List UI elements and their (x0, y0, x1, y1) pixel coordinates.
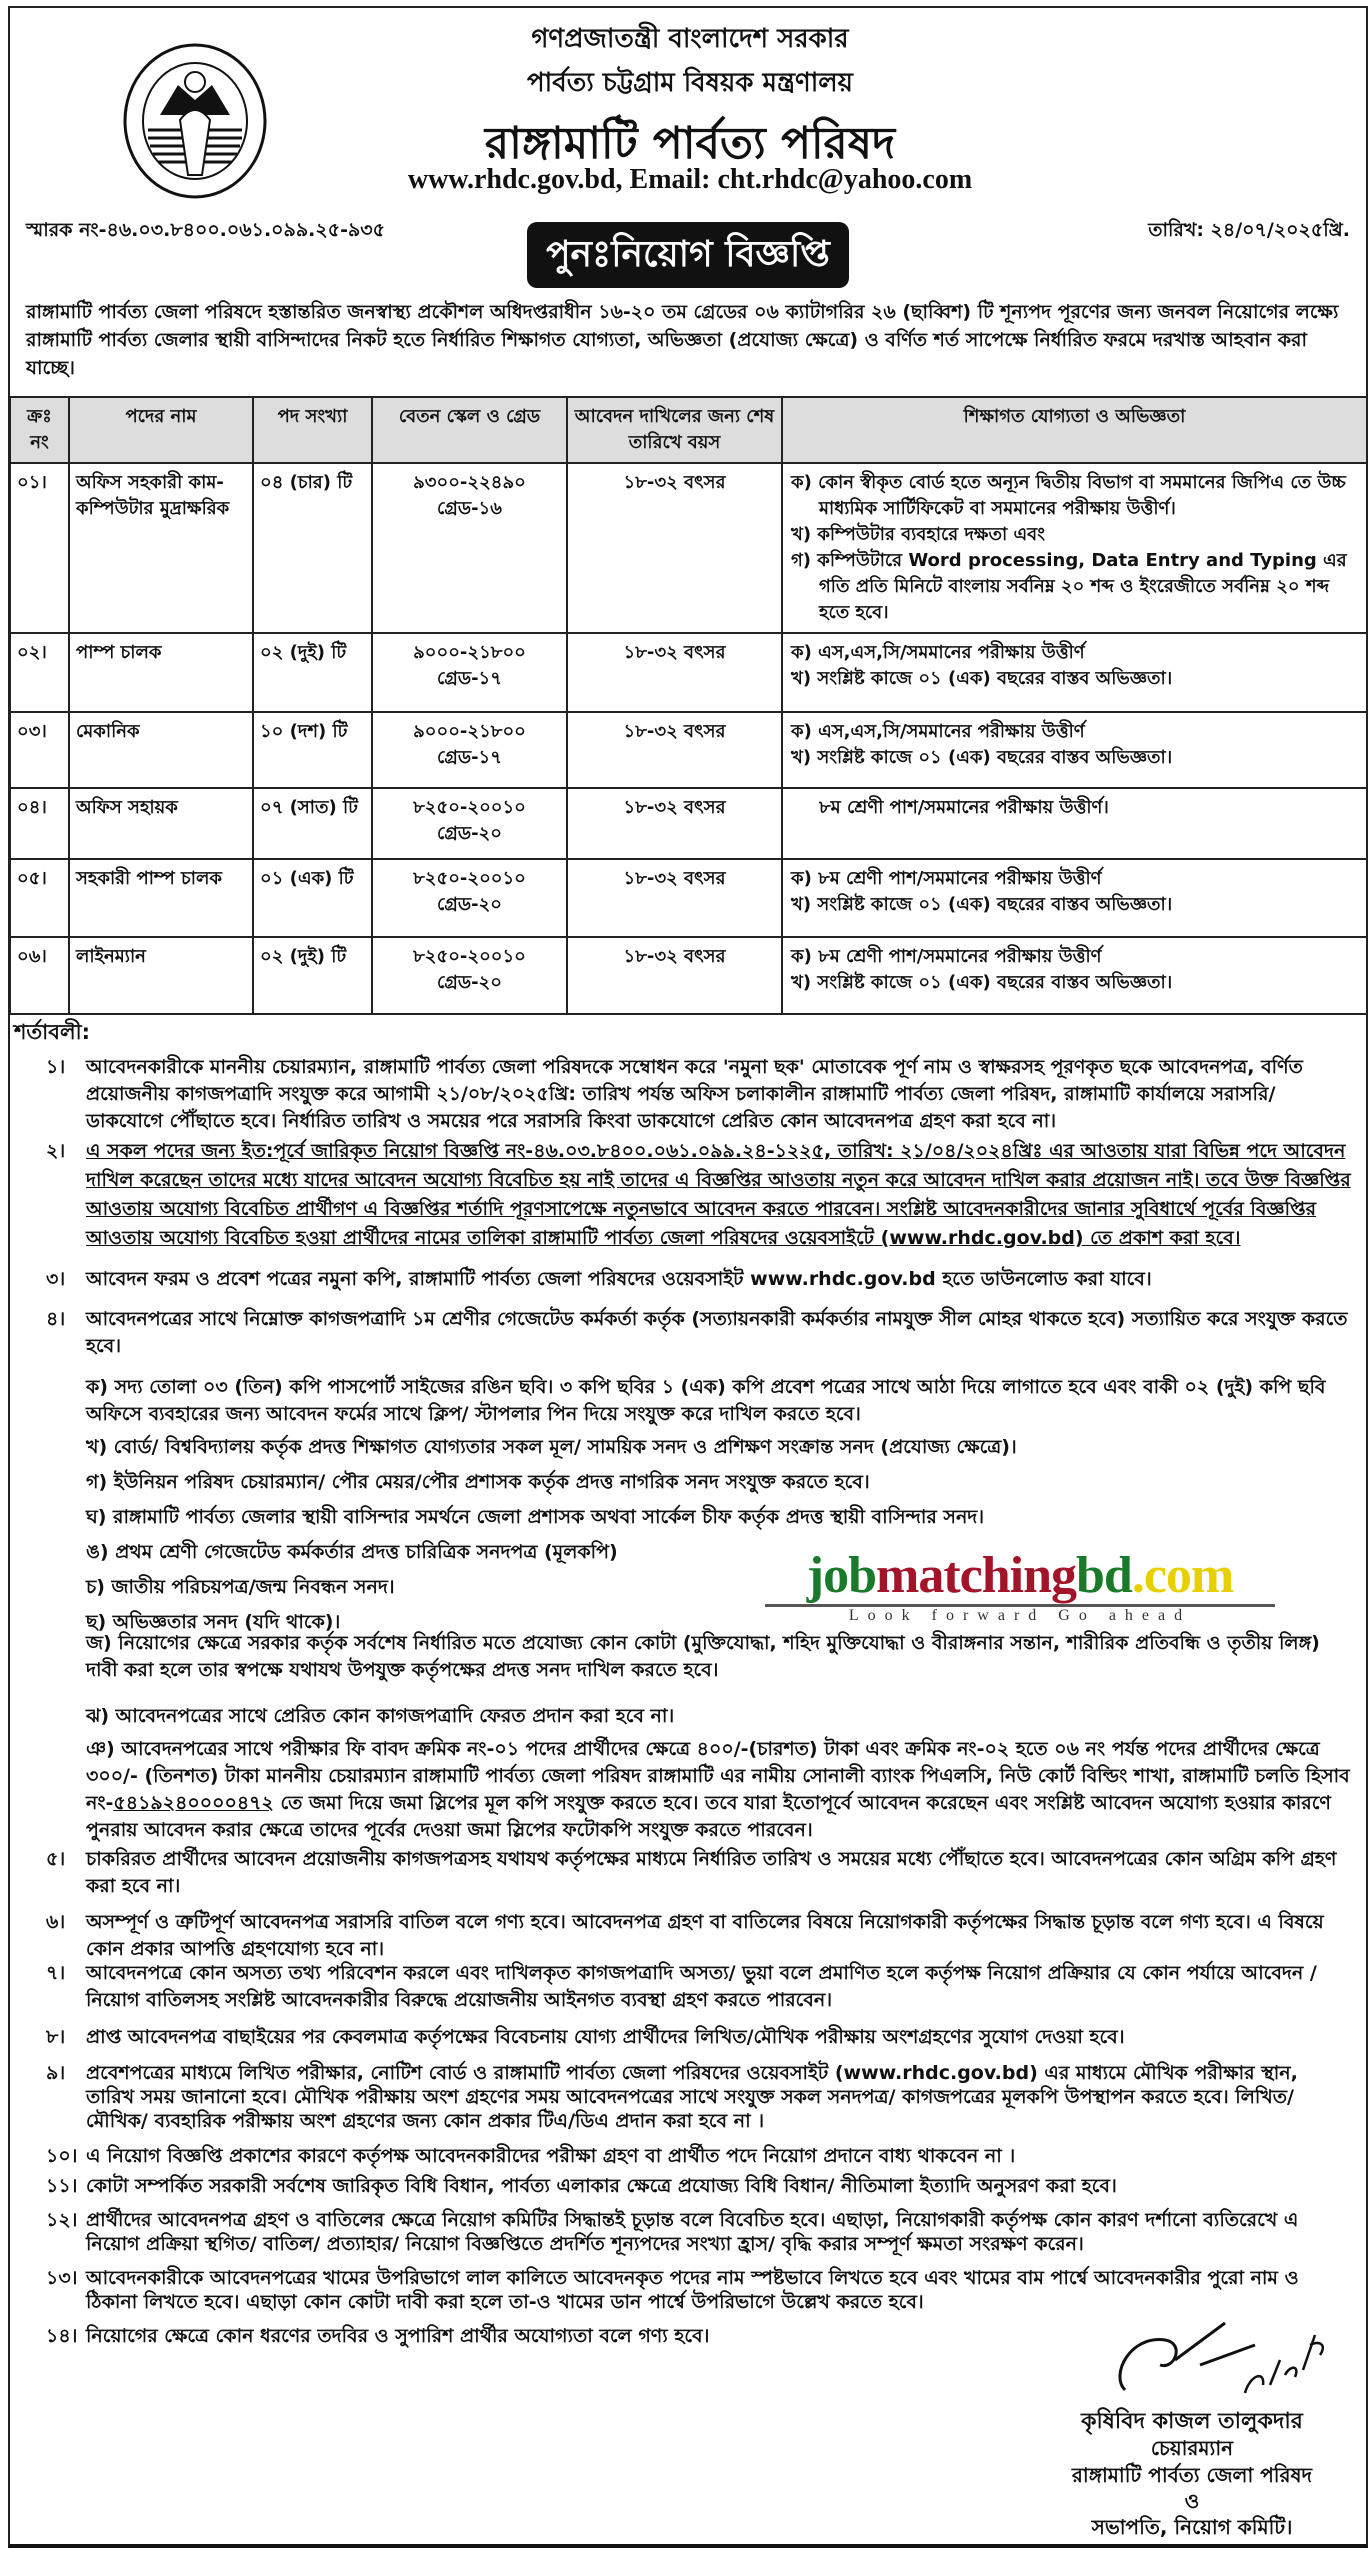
item-number: ৭। (46, 1962, 66, 1984)
wm-part: matching (876, 1547, 1076, 1604)
condition-item (26, 1960, 1351, 2014)
scale: ৮২৫০-২০০১০ (413, 868, 526, 889)
post-name: লাইনম্যান (69, 937, 253, 1014)
age-limit: ১৮-৩২ বৎসর (567, 463, 782, 633)
pay-scale (372, 712, 567, 788)
item-text: এ সকল পদের জন্য ইত:পূর্বে জারিকৃত নিয়োগ বিজ্ঞপ্তি নং-৪৬.০৩.৮৪০০.০৬১.০৯৯.২৪-১২২৫, তারিখ: ২১/০৪/২০২৪খ্রিঃ এর আওতায় যারা বিভিন্ন পদে আবেদন দাখিল করেছেন তাদের মধ্যে যাদের আবেদন অযোগ্য বিবেচিত হয় নাই তাদের এ বিজ্ঞপ্তির আওতায় নতুন করে আবেদন দাখিল করার প্রয়োজন নাই। তবে উক্ত বিজ্ঞপ্তির আওতায় অযোগ্য বিবেচিত প্রার্থীগণ এ বিজ্ঞপ্তির শর্তাদি পূরণসাপেক্ষে নতুনভাবে আবেদন করতে পারবেন। সংশ্লিষ্ট আবেদনকারীদের জানার সুবিধার্থে পূর্বের বিজ্ঞপ্তির আওতায় অযোগ্য বিবেচিত হওয়া প্রার্থীদের নামের তালিকা রাঙ্গামাটি পার্বত্য জেলা পরিষদের ওয়েবসাইটে (www.rhdc.gov.bd) তে প্রকাশ করা হবে। (86, 1140, 1351, 1249)
post-name: মেকানিক (69, 712, 253, 788)
vacancy-table (9, 396, 1368, 1015)
item-number: ৮। (46, 2026, 66, 2048)
item-number: ৩। (46, 1268, 66, 1290)
table-row (10, 937, 1367, 1014)
col-count: পদ সংখ্যা (253, 397, 372, 463)
document-item: খ) বোর্ড/ বিশ্ববিদ্যালয় কর্তৃক প্রদত্ত শিক্ষাগত যোগ্যতার সকল মূল/ সাময়িক সনদ ও প্রশিক্ষণ সংক্রান্ত সনদ (প্রযোজ্য ক্ষেত্রে)। (86, 1436, 1017, 1458)
scale: ৯০০০-২১৮০০ (413, 642, 526, 663)
fee-text: ঞ) আবেদনপত্রের সাথে পরীক্ষার ফি বাবদ ক্রমিক নং-০১ পদের প্রার্থীদের ক্ষেত্রে ৪০০/-(চারশত) টাকা এবং ক্রমিক নং-০২ হতে ০৬ নং পর্যন্ত পদের প্রার্থীদের ক্ষেত্রে ৩০০/- (তিনশত) টাকা মাননীয় চেয়ারম্যান রাঙ্গামাটি পার্বত্য জেলা পরিষদ রাঙ্গামাটি এর নামীয় সোনালী ব্যাংক পিএলসি, নিউ কোর্ট বিল্ডিং শাখা, রাঙ্গামাটি চলতি হিসাব নং- (86, 1738, 1350, 1814)
fee-item (86, 1736, 1351, 1844)
document-item: ছ) অভিজ্ঞতার সনদ (যদি থাকে)। (86, 1611, 341, 1633)
condition-item (26, 2208, 1351, 2256)
watermark-logo (765, 1548, 1275, 1607)
post-count: ১০ (দশ) টি (253, 712, 372, 788)
condition-item (26, 2173, 1351, 2200)
item-text: অসম্পূর্ণ ও ত্রুটিপূর্ণ আবেদনপত্র সরাসরি বাতিল বলে গণ্য হবে। আবেদনপত্র গ্রহণ বা বাতিলের বিষয়ে নিয়োগকারী কর্তৃপক্ষের সিদ্ধান্ত চূড়ান্ত বলে গণ্য হবে। এ বিষয়ে কোন প্রকার আপত্তি গ্রহণযোগ্য হবে না। (86, 1911, 1324, 1960)
qual-line: খ) সংশ্লিষ্ট কাজে ০১ (এক) বছরের বাস্তব অভিজ্ঞতা। (791, 668, 1173, 689)
intro-paragraph: রাঙ্গামাটি পার্বত্য জেলা পরিষদে হস্তান্তরিত জনস্বাস্থ্য প্রকৌশল অধিদপ্তরাধীন ১৬-২০ তম গ্রেডের ০৬ ক্যাটাগরির ২৬ (ছাব্বিশ) টি শূন্যপদ পূরণের জন্য জনবল নিয়োগের লক্ষ্যে রাঙ্গামাটি পার্বত্য জেলার স্থায়ী বাসিন্দাদের নিকট হতে নির্ধারিত শিক্ষাগত যোগ্যতা, অভিজ্ঞতা (প্রযোজ্য ক্ষেত্রে) ও বর্ণিত শর্ত সাপেক্ষে নির্ধারিত ফরমে দরখাস্ত আহবান করা যাচ্ছে। (26, 301, 1339, 379)
pay-scale (372, 463, 567, 633)
wm-part: .com (1131, 1547, 1234, 1604)
qual-line: খ) সংশ্লিষ্ট কাজে ০১ (এক) বছরের বাস্তব অভিজ্ঞতা। (791, 972, 1173, 993)
wm-part: bd (1076, 1547, 1132, 1604)
item-number: ২। (46, 1140, 66, 1162)
post-count: ০২ (দুই) টি (253, 633, 372, 712)
grade: গ্রেড-১৬ (437, 498, 502, 519)
item-text: প্রাপ্ত আবেদনপত্র বাছাইয়ের পর কেবলমাত্র কর্তৃপক্ষের বিবেচনায় যোগ্য প্রার্থীদের লিখিত/মৌখিক পরীক্ষায় অংশগ্রহণের সুযোগ দেওয়া হবে। (86, 2026, 1125, 2048)
condition-item (26, 2143, 1351, 2170)
qual-line: ক) কোন স্বীকৃত বোর্ড হতে অন্যূন দ্বিতীয় বিভাগ বা সমমানের জিপিএ তে উচ্চ মাধ্যমিক সার্টিফিকেট বা সমমানের পরীক্ষায় উত্তীর্ণ। (791, 472, 1346, 519)
serial: ০২। (10, 633, 69, 712)
signatory-title: চেয়ারম্যান (1150, 2436, 1234, 2460)
post-name: অফিস সহকারী কাম-কম্পিউটার মুদ্রাক্ষরিক (69, 463, 253, 633)
serial: ০৩। (10, 712, 69, 788)
pay-scale (372, 937, 567, 1014)
condition-item (26, 2266, 1351, 2314)
post-count: ০২ (দুই) টি (253, 937, 372, 1014)
serial: ০৫। (10, 859, 69, 937)
pay-scale (372, 859, 567, 937)
scale: ৯৩০০-২২৪৯০ (413, 472, 526, 493)
council-logo (120, 40, 270, 202)
post-name: পাম্প চালক (69, 633, 253, 712)
item-text: নিয়োগের ক্ষেত্রে কোন ধরণের তদবির ও সুপারিশ প্রার্থীর অযোগ্যতা বলে গণ্য হবে। (86, 2325, 710, 2347)
pay-scale (372, 788, 567, 859)
qualification (782, 633, 1367, 712)
qual-line: খ) কম্পিউটার ব্যবহারে দক্ষতা এবং (791, 524, 1045, 545)
scale: ৮২৫০-২০০১০ (413, 797, 526, 818)
item-text: এ নিয়োগ বিজ্ঞপ্তি প্রকাশের কারণে কর্তৃপক্ষ আবেদনকারীদের পরীক্ষা গ্রহণ বা প্রার্থীত পদে নিয়োগ প্রদানে বাধ্য থাকবেন না । (86, 2145, 1016, 2167)
table-row (10, 712, 1367, 788)
item-text: চাকরিরত প্রার্থীদের আবেদন প্রয়োজনীয় কাগজপত্রসহ যথাযথ কর্তৃপক্ষের মাধ্যমে নির্ধারিত তারিখ ও সময়ের মধ্যে পৌঁছাতে হবে। আবেদনপত্রের কোন অগ্রিম কপি গ্রহণ করা হবে না। (86, 1848, 1337, 1897)
qual-line: ক) ৮ম শ্রেণী পাশ/সমমানের পরীক্ষায় উত্তীর্ণ (791, 868, 1102, 889)
qualification (782, 937, 1367, 1014)
wm-part: job (806, 1547, 876, 1604)
serial: ০১। (10, 463, 69, 633)
grade: গ্রেড-২০ (437, 823, 502, 844)
item-text: আবেদনপত্রে কোন অসত্য তথ্য পরিবেশন করলে এবং দাখিলকৃত কাগজপত্রাদি অসত্য/ ভুয়া বলে প্রমাণিত হলে কর্তৃপক্ষ নিয়োগ প্রক্রিয়ার যে কোন পর্যায়ে আবেদন / নিয়োগ বাতিলসহ সংশ্লিষ্ট আবেদনকারীর বিরুদ্ধে প্রয়োজনীয় আইনগত ব্যবস্থা গ্রহণ করতে পারবেন। (86, 1962, 1317, 2011)
age-limit: ১৮-৩২ বৎসর (567, 712, 782, 788)
post-name: অফিস সহায়ক (69, 788, 253, 859)
signatory-name: কৃষিবিদ কাজল তালুকদার (1081, 2409, 1303, 2434)
item-text: আবেদনকারীকে মাননীয় চেয়ারম্যান, রাঙ্গামাটি পার্বত্য জেলা পরিষদকে সম্বোধন করে 'নমুনা ছক' মোতাবেক পূর্ণ নাম ও স্বাক্ষরসহ পূরণকৃত ছকে আবেদনপত্র, বর্ণিত প্রয়োজনীয় কাগজপত্রাদি সংযুক্ত করে আগামী ২১/০৮/২০২৫খ্রি: তারিখ পর্যন্ত অফিস চলাকালীন রাঙ্গামাটি পার্বত্য জেলা পরিষদ, রাঙ্গামাটি কার্যালয়ে সরাসরি/ ডাকযোগে পৌঁছাতে হবে। নির্ধারিত তারিখ ও সময়ের পরে সরাসরি কিংবা ডাকযোগে প্রেরিত কোন আবেদনপত্র গ্রহণ করা হবে না। (86, 1056, 1303, 1132)
account-number: ৫৪১৯২৪০০০০৪৭২ (113, 1792, 274, 1814)
signatory-and: ও (1184, 2489, 1200, 2513)
qualification (782, 788, 1367, 859)
document-item: ঘ) রাঙ্গামাটি পার্বত্য জেলার স্থায়ী বাসিন্দার সমর্থনে জেলা প্রশাসক অথবা সার্কেল চীফ কর্তৃক প্রদত্ত স্থায়ী বাসিন্দার সনদ। (86, 1506, 985, 1528)
condition-item (26, 1054, 1351, 1135)
item-text: কোটা সম্পর্কিত সরকারী সর্বশেষ জারিকৃত বিধি বিধান, পার্বত্য এলাকার ক্ষেত্রে প্রযোজ্য বিধি বিধান/ নীতিমালা ইত্যাদি অনুসরণ করা হবে। (86, 2175, 1117, 2197)
item-number: ৬। (46, 1911, 66, 1933)
col-serial: ক্রঃ নং (10, 397, 69, 463)
table-row (10, 788, 1367, 859)
document-item: ঙ) প্রথম শ্রেণী গেজেটেড কর্মকর্তার প্রদত্ত চারিত্রিক সনদপত্র (মূলকপি) (86, 1541, 618, 1563)
website-email: www.rhdc.gov.bd, Email: cht.rhdc@yahoo.com (407, 164, 973, 195)
condition-item (26, 2061, 1351, 2133)
memo-number: স্মারক নং-৪৬.০৩.৮৪০০.০৬১.০৯৯.২৫-৯৩৫ (26, 219, 385, 241)
condition-item (26, 2323, 1026, 2350)
qual-line: ৮ম শ্রেণী পাশ/সমমানের পরীক্ষায় উত্তীর্ণ। (819, 797, 1109, 818)
qualification (782, 859, 1367, 937)
item-text: আবেদনকারীকে আবেদনপত্রের খামের উপরিভাগে লাল কালিতে আবেদনকৃত পদের নাম স্পষ্টভাবে লিখতে হবে এবং খামের বাম পার্শ্বে আবেদনকারীর পুরো নাম ও ঠিকানা লিখতে হবে। এছাড়া কোন কোটা দাবী করা হলে তা-ও খামের ডান পার্শ্বে উপরিভাগে উল্লেখ করতে হবে। (86, 2267, 1299, 2313)
item-number: ১৩। (46, 2267, 78, 2289)
serial: ০৪। (10, 788, 69, 859)
item-number: ৯। (46, 2062, 66, 2084)
item-number: ১। (46, 1056, 66, 1078)
scale: ৮২৫০-২০০১০ (413, 946, 526, 967)
document-item: চ) জাতীয় পরিচয়পত্র/জন্ম নিবন্ধন সনদ। (86, 1576, 395, 1598)
condition-item (26, 1306, 1351, 1360)
watermark-tagline: Look forward Go ahead (848, 1607, 1192, 1624)
table-row (10, 463, 1367, 633)
qual-line: ক) ৮ম শ্রেণী পাশ/সমমানের পরীক্ষায় উত্তীর্ণ (791, 946, 1102, 967)
qual-line: গ) কম্পিউটারে Word processing, Data Entry and Typing এর গতি প্রতি মিনিটে বাংলায় সর্বনিম্ন ২০ শব্দ ও ইংরেজীতে সর্বনিম্ন ২০ শব্দ হতে হবে। (791, 550, 1347, 623)
item-text: আবেদন ফরম ও প্রবেশ পত্রের নমুনা কপি, রাঙ্গামাটি পার্বত্য জেলা পরিষদের ওয়েবসাইট www.rhdc.gov.bd হতে ডাউনলোড করা যাবে। (86, 1268, 1152, 1290)
post-name: সহকারী পাম্প চালক (69, 859, 253, 937)
post-count: ০৪ (চার) টি (253, 463, 372, 633)
condition-item (26, 1909, 1351, 1963)
document-item: জ) নিয়োগের ক্ষেত্রে সরকার কর্তৃক সর্বশেষ নির্ধারিত মতে প্রযোজ্য কোন কোটা (মুক্তিযোদ্ধা, শহিদ মুক্তিযোদ্ধা ও বীরাঙ্গনার সন্তান, শারীরিক প্রতিবন্ধি ও তৃতীয় লিঙ্গ) দাবী করা হলে তার স্বপক্ষে যথাযথ উপযুক্ত কর্তৃপক্ষের প্রদত্ত সনদ দাখিল করতে হবে। (86, 1632, 1320, 1681)
age-limit: ১৮-৩২ বৎসর (567, 937, 782, 1014)
condition-item (26, 1137, 1351, 1253)
qualification (782, 712, 1367, 788)
signatory-role: সভাপতি, নিয়োগ কমিটি। (1091, 2515, 1293, 2539)
item-number: ১৪। (46, 2325, 78, 2347)
item-number: ৫। (46, 1848, 66, 1870)
document-item: ক) সদ্য তোলা ০৩ (তিন) কপি পাসপোর্ট সাইজের রঙিন ছবি। ৩ কপি ছবির ১ (এক) কপি প্রবেশ পত্রের সাথে আঠা দিয়ে লাগাতে হবে এবং বাকী ০২ (দুই) কপি ছবি অফিসে ব্যবহারের জন্য আবেদন ফর্মের সাথে ক্লিপ/ স্টাপলার পিন দিয়ে সংযুক্ত করে দাখিল করতে হবে। (86, 1376, 1326, 1425)
age-limit: ১৮-৩২ বৎসর (567, 859, 782, 937)
table-header-row (10, 397, 1367, 463)
condition-item (26, 2024, 1351, 2051)
item-number: ১১। (46, 2175, 78, 2197)
notice-title: পুনঃনিয়োগ বিজ্ঞপ্তি (527, 222, 849, 288)
col-post: পদের নাম (69, 397, 253, 463)
document-item: ঝ) আবেদনপত্রের সাথে প্রেরিত কোন কাগজপত্রাদি ফেরত প্রদান করা হবে না। (86, 1705, 675, 1727)
table-row (10, 859, 1367, 937)
scale: ৯০০০-২১৮০০ (413, 721, 526, 742)
notice-date: তারিখ: ২৪/০৭/২০২৫খ্রি. (1148, 219, 1350, 241)
item-text: প্রার্থীদের আবেদনপত্র গ্রহণ ও বাতিলের ক্ষেত্রে নিয়োগ কমিটির সিদ্ধান্তই চূড়ান্ত বলে বিবেচিত হবে। এছাড়া, নিয়োগকারী কর্তৃপক্ষ কোন কারণ দর্শানো ব্যতিরেখে এ নিয়োগ প্রক্রিয়া স্থগিত/ বাতিল/ প্রত্যাহার/ নিয়োগ বিজ্ঞপ্তিতে প্রদর্শিত শূন্যপদের সংখ্যা হ্রাস/ বৃদ্ধি করার সম্পূর্ণ ক্ষমতা সংরক্ষণ করেন। (86, 2209, 1299, 2255)
post-count: ০৭ (সাত) টি (253, 788, 372, 859)
handwritten-signature (1105, 2315, 1335, 2400)
col-age: আবেদন দাখিলের জন্য শেষ তারিখে বয়স (567, 397, 782, 463)
item-text: প্রবেশপত্রের মাধ্যমে লিখিত পরীক্ষার, নোটিশ বোর্ড ও রাঙ্গামাটি পার্বত্য জেলা পরিষদের ওয়েবসাইট (www.rhdc.gov.bd) এর মাধ্যমে মৌখিক পরীক্ষার স্থান, তারিখ সময় জানানো হবে। মৌখিক পরীক্ষায় অংশ গ্রহণের সময় আবেদনপত্রের সাথে সংযুক্ত সকল সনদপত্র/ কাগজপত্রের মূলকপি উপস্থাপন করতে হবে। লিখিত/ মৌখিক/ ব্যবহারিক পরীক্ষায় অংশ গ্রহণের জন্য কোন প্রকার টিএ/ডিএ প্রদান করা হবে না । (86, 2062, 1298, 2132)
qual-line: খ) সংশ্লিষ্ট কাজে ০১ (এক) বছরের বাস্তব অভিজ্ঞতা। (791, 747, 1173, 768)
serial: ০৬। (10, 937, 69, 1014)
grade: গ্রেড-১৭ (437, 668, 502, 689)
ministry-name: পার্বত্য চট্টগ্রাম বিষয়ক মন্ত্রণালয় (527, 68, 853, 98)
item-number: ৪। (46, 1308, 66, 1330)
condition-item (26, 1266, 1351, 1293)
qualification (782, 463, 1367, 633)
fee-text-end: তে জমা দিয়ে জমা স্লিপের মূল কপি সংযুক্ত করতে হবে। তবে যারা ইতোপূর্বে আবেদন করেছেন এবং সংশ্লিষ্ট আবেদন অযোগ্য হওয়ার কারণে পুনরায় আবেদন করার ক্ষেত্রে তাদের পূর্বের দেওয়া জমা স্লিপের ফটোকপি সংযুক্ত করতে পারবেন। (86, 1792, 1331, 1841)
item-text: আবেদনপত্রের সাথে নিম্নোক্ত কাগজপত্রাদি ১ম শ্রেণীর গেজেটেড কর্মকর্তা কর্তৃক (সত্যায়নকারী কর্মকর্তার নামযুক্ত সীল মোহর থাকতে হবে) সত্যায়িত করে সংযুক্ত করতে হবে। (86, 1308, 1348, 1357)
watermark (765, 1548, 1275, 1625)
qual-line: ক) এস,এস,সি/সমমানের পরীক্ষায় উত্তীর্ণ (791, 642, 1085, 663)
signatory-org: রাঙ্গামাটি পার্বত্য জেলা পরিষদ (1071, 2463, 1313, 2487)
condition-item (26, 1846, 1351, 1900)
grade: গ্রেড-১৭ (437, 747, 502, 768)
council-name: রাঙ্গামাটি পার্বত্য পরিষদ (484, 118, 896, 169)
table-row (10, 633, 1367, 712)
col-scale: বেতন স্কেল ও গ্রেড (372, 397, 567, 463)
grade: গ্রেড-২০ (437, 894, 502, 915)
pay-scale (372, 633, 567, 712)
qual-line: ক) এস,এস,সি/সমমানের পরীক্ষায় উত্তীর্ণ (791, 721, 1085, 742)
col-qualification: শিক্ষাগত যোগ্যতা ও অভিজ্ঞতা (782, 397, 1367, 463)
post-count: ০১ (এক) টি (253, 859, 372, 937)
item-number: ১০। (46, 2145, 78, 2167)
age-limit: ১৮-৩২ বৎসর (567, 788, 782, 859)
qual-line: খ) সংশ্লিষ্ট কাজে ০১ (এক) বছরের বাস্তব অভিজ্ঞতা। (791, 894, 1173, 915)
document-item: গ) ইউনিয়ন পরিষদ চেয়ারম্যান/ পৌর মেয়র/পৌর প্রশাসক কর্তৃক প্রদত্ত নাগরিক সনদ সংযুক্ত করতে হবে। (86, 1471, 870, 1493)
item-number: ১২। (46, 2209, 78, 2231)
grade: গ্রেড-২০ (437, 972, 502, 993)
age-limit: ১৮-৩২ বৎসর (567, 633, 782, 712)
conditions-heading: শর্তাবলী: (14, 1020, 91, 1044)
government-name: গণপ্রজাতন্ত্রী বাংলাদেশ সরকার (531, 24, 849, 54)
